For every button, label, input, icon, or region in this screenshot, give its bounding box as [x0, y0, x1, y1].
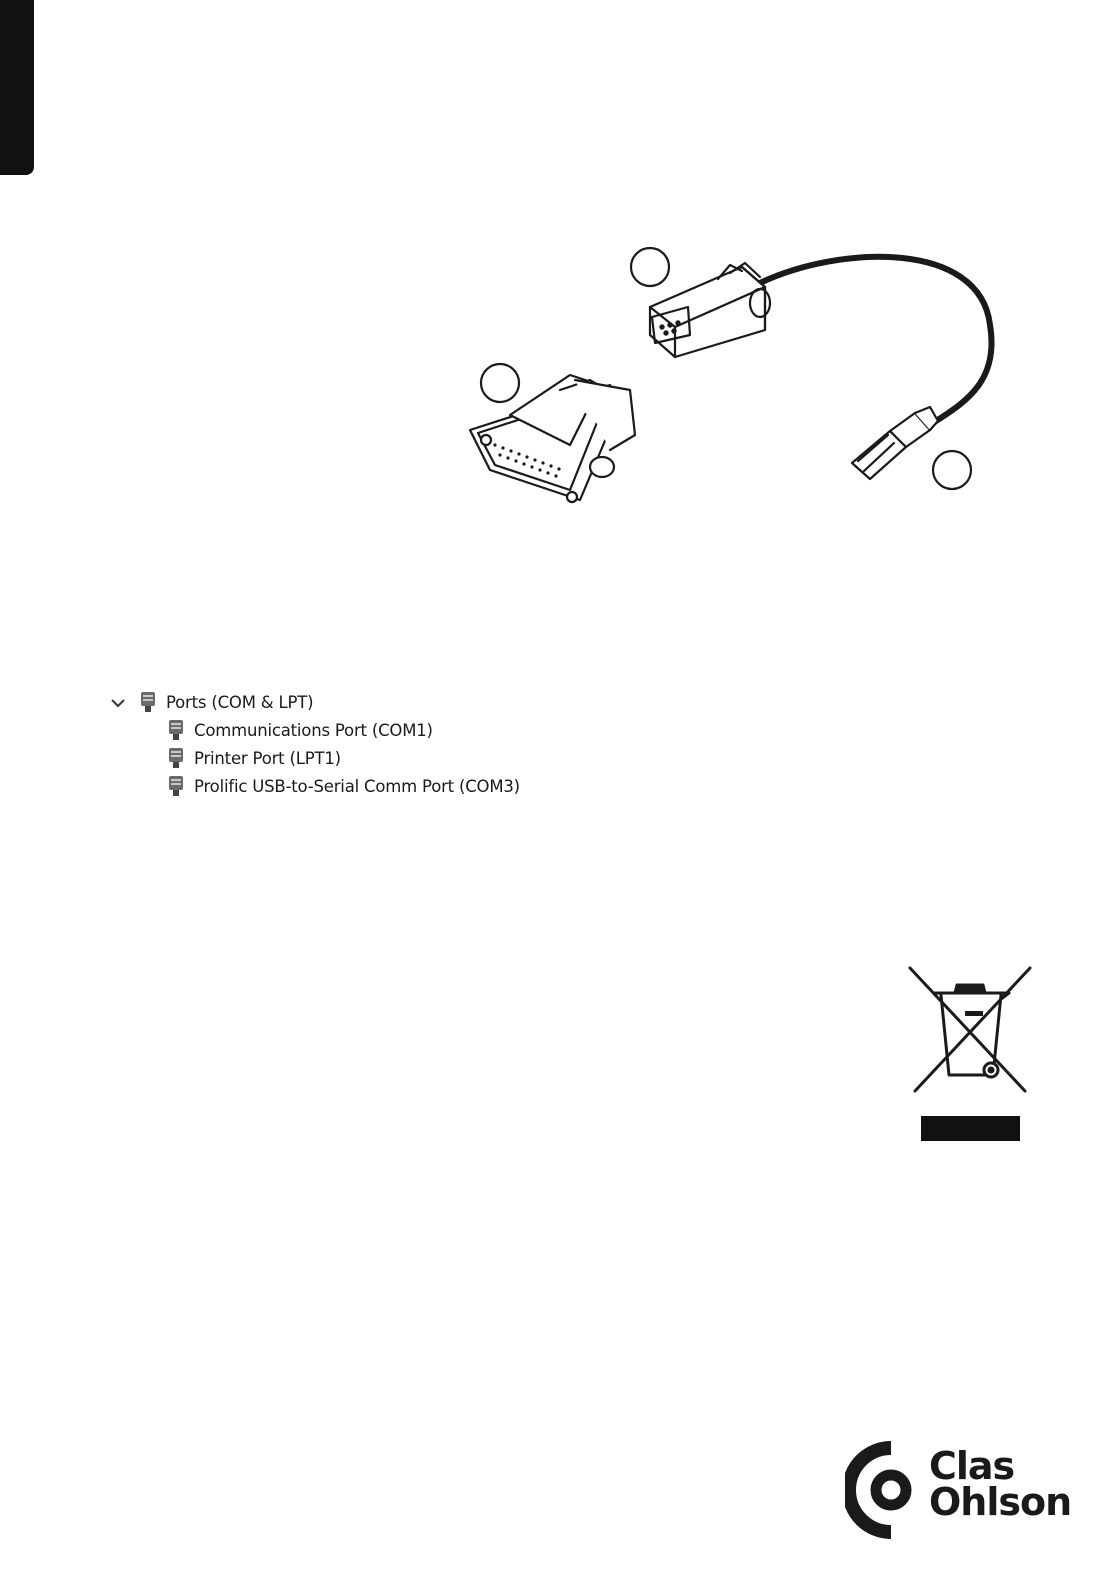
- logo-mark-icon: [845, 1440, 925, 1540]
- tree-item-lpt1[interactable]: [166, 746, 341, 770]
- tree-category-ports[interactable]: [108, 690, 313, 714]
- serial-port-icon: [166, 774, 186, 798]
- callout-circle-cable-connector: [631, 248, 669, 286]
- tree-item-label: Communications Port (COM1): [194, 720, 433, 740]
- language-edge-tab: [0, 0, 34, 175]
- db9-connector: [650, 263, 770, 357]
- tree-category-label: Ports (COM & LPT): [166, 692, 314, 712]
- serial-port-icon: [166, 746, 186, 770]
- tree-item-label: Printer Port (LPT1): [194, 748, 341, 768]
- tree-item-com1[interactable]: [166, 718, 433, 742]
- logo-wordmark: [929, 1444, 1072, 1524]
- device-manager-tree: [108, 688, 568, 808]
- usb-plug: [852, 407, 938, 479]
- crossed-out-wheelie-bin-icon: [905, 963, 1035, 1148]
- callout-circle-adapter: [481, 364, 519, 402]
- tree-item-com3[interactable]: [166, 774, 520, 798]
- logo-line-2: Ohlson: [929, 1480, 1072, 1524]
- serial-port-icon: [166, 718, 186, 742]
- serial-port-icon: [138, 690, 158, 714]
- product-illustration: [460, 235, 1020, 535]
- tree-item-label: Prolific USB-to-Serial Comm Port (COM3): [194, 776, 520, 796]
- db25-adapter: [470, 375, 635, 502]
- chevron-down-icon[interactable]: [108, 690, 128, 714]
- brand-logo: [845, 1440, 1085, 1540]
- cable: [760, 257, 992, 425]
- logo-line-1: Clas: [929, 1444, 1015, 1488]
- callout-circle-usb-plug: [933, 451, 971, 489]
